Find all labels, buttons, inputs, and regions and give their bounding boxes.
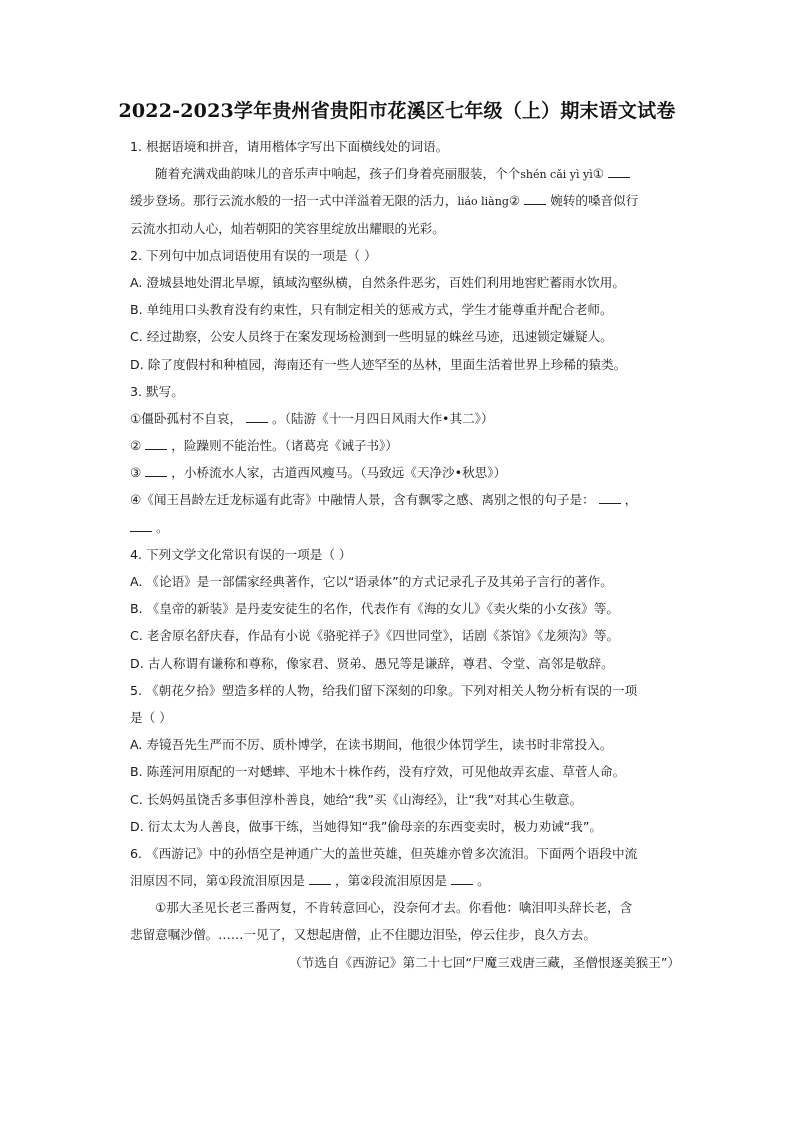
q4-option-b[interactable]: B. 《皇帝的新装》是丹麦安徒生的名作，代表作有《海的女儿》《卖火柴的小女孩》等。 bbox=[130, 601, 619, 617]
q4-option-d[interactable]: D. 古人称谓有谦称和尊称，像家君、贤弟、愚兄等是谦辞，尊君、令堂、高邻是敬辞。 bbox=[130, 655, 614, 671]
q3-answer-blank-2[interactable] bbox=[145, 437, 167, 450]
exam-content bbox=[130, 133, 690, 976]
q2-option-a[interactable]: A. 澄城县地处渭北旱塬，镇域沟壑纵横，自然条件恶劣，百姓们利用地窖贮蓄雨水饮用。 bbox=[130, 274, 625, 290]
q1-pinyin-2: liáo liàng bbox=[457, 195, 509, 209]
q1-answer-blank-2[interactable] bbox=[524, 192, 546, 205]
q1-text-2: 缓步登场。那行云流水般的一招一式中洋溢着无限的活力， bbox=[130, 193, 458, 209]
q5-option-c[interactable]: C. 长妈妈虽饶舌多事但淳朴善良，她给“我”买《山海经》，让“我”对其心生敬意。 bbox=[130, 791, 583, 807]
q1-text-2b: 婉转的嗓音似行 bbox=[550, 193, 639, 209]
q4-stem: 4. 下列文学文化常识有误的一项是（ ） bbox=[130, 546, 352, 562]
q3-line-3-mark: ③ bbox=[130, 465, 142, 481]
q5-option-b[interactable]: B. 陈莲河用原配的一对蟋蟀、平地木十株作药，没有疗效，可见他故弄玄虚、草菅人命。 bbox=[130, 764, 626, 780]
q6-answer-blank-1[interactable] bbox=[309, 872, 331, 885]
q1-mark-1: ① bbox=[592, 166, 605, 182]
q2-option-d[interactable]: D. 除了度假村和种植园，海南还有一些人迹罕至的丛林，里面生活着世界上珍稀的猿类。 bbox=[130, 356, 627, 372]
q5-option-a[interactable]: A. 寿镜吾先生严而不厉、质朴博学，在读书期间，他很少体罚学生，读书时非常投入。 bbox=[130, 737, 613, 753]
q1-paragraph-line-3: 云流水扣动人心，灿若朝阳的笑容里绽放出耀眼的光彩。 bbox=[130, 220, 445, 236]
page-title: 2022-2023学年贵州省贵阳市花溪区七年级（上）期末语文试卷 bbox=[118, 100, 676, 122]
q3-line-4 bbox=[130, 486, 690, 513]
q5-stem-2: 是（ ） bbox=[130, 709, 172, 725]
q6-stem-2 bbox=[130, 867, 690, 894]
q3-answer-blank-5[interactable] bbox=[130, 519, 152, 532]
q3-line-2-mark: ② bbox=[130, 438, 142, 454]
q1-pinyin-1: shén cǎi yì yì bbox=[520, 168, 593, 182]
q6-answer-blank-2[interactable] bbox=[451, 872, 473, 885]
q6-stem: 6. 《西游记》中的孙悟空是神通广大的盖世英雄，但英雄亦曾多次流泪。下面两个语段中流 bbox=[130, 845, 638, 861]
q3-answer-blank-4[interactable] bbox=[599, 491, 621, 504]
q1-mark-2: ② bbox=[508, 193, 521, 209]
q1-paragraph-line-1 bbox=[130, 160, 690, 187]
q6-passage-line-2: 悲留意嘱沙僧。……一见了，又想起唐僧，止不住腮边泪坠，停云住步，良久方去。 bbox=[130, 927, 596, 943]
q3-line-3-text: ，小桥流水人家，古道西风瘦马。（马致远《天净沙•秋思》） bbox=[171, 465, 507, 481]
q3-line-3 bbox=[130, 459, 690, 486]
q1-stem: 1. 根据语境和拼音，请用楷体字写出下面横线处的词语。 bbox=[130, 139, 449, 154]
q3-answer-blank-1[interactable] bbox=[246, 410, 268, 423]
q1-paragraph-line-2 bbox=[130, 187, 690, 214]
q6-passage-line-1: ①那大圣见长老三番两复，不肯转意回心，没奈何才去。你看他：噙泪叩头辞长老，含 bbox=[155, 900, 633, 916]
q3-line-2 bbox=[130, 432, 690, 459]
q1-text-1a: 随着充满戏曲韵味儿的音乐声中响起，孩子们身着亮丽服装，个个 bbox=[155, 166, 521, 182]
q2-stem: 2. 下列句中加点词语使用有误的一项是（ ） bbox=[130, 247, 377, 263]
q6-stem-2b: ，第②段流泪原因是 bbox=[335, 873, 448, 889]
q4-option-c[interactable]: C. 老舍原名舒庆春，作品有小说《骆驼祥子》《四世同堂》，话剧《茶馆》《龙须沟》等。 bbox=[130, 628, 620, 644]
q6-stem-2c: 。 bbox=[477, 873, 490, 889]
q3-line-4-comma: ， bbox=[624, 492, 638, 508]
q2-option-b[interactable]: B. 单纯用口头教育没有约束性，只有制定相关的惩戒方式，学生才能尊重并配合老师。 bbox=[130, 302, 613, 318]
q6-stem-2a: 泪原因不同，第①段流泪原因是 bbox=[130, 873, 306, 889]
q3-answer-blank-3[interactable] bbox=[145, 464, 167, 477]
q5-option-d[interactable]: D. 衍太太为人善良，做事干练，当她得知“我”偷母亲的东西变卖时，极力劝诫“我”。 bbox=[130, 818, 602, 834]
q3-line-1-text: ①僵卧孤村不自哀， bbox=[130, 410, 243, 426]
q6-passage-source: （节选自《西游记》第二十七回“尸魔三戏唐三藏，圣僧恨逐美猴王”） bbox=[289, 954, 680, 970]
q3-line-5 bbox=[130, 514, 690, 541]
q3-line-1 bbox=[130, 405, 690, 432]
q3-line-1-source: 。（陆游《十一月四日风雨大作•其二》） bbox=[272, 410, 494, 426]
q2-option-c[interactable]: C. 经过勘察，公安人员终于在案发现场检测到一些明显的蛛丝马迹，迅速锁定嫌疑人。 bbox=[130, 329, 613, 345]
q3-line-5-period: 。 bbox=[156, 519, 169, 535]
q3-stem: 3. 默写。 bbox=[130, 383, 184, 399]
q5-stem: 5. 《朝花夕拾》塑造多样的人物，给我们留下深刻的印象。下列对相关人物分析有误的一项 bbox=[130, 682, 638, 698]
q4-option-a[interactable]: A. 《论语》是一部儒家经典著作，它以“语录体”的方式记录孔子及其弟子言行的著作。 bbox=[130, 574, 613, 589]
q1-answer-blank-1[interactable] bbox=[608, 165, 630, 178]
q3-line-4-text: ④《闻王昌龄左迁龙标遥有此寄》中融情人景，含有飘零之感、离别之恨的句子是： bbox=[130, 492, 595, 508]
q3-line-2-text: ，险躁则不能治性。（诸葛亮《诫子书》） bbox=[171, 438, 398, 454]
